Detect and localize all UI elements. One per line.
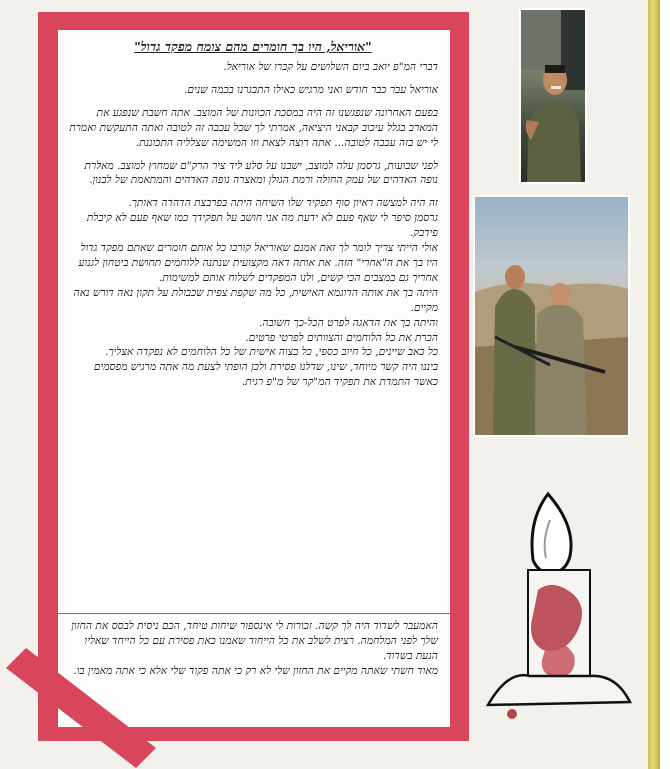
letter-paragraph: היתה בך את אותה הדוגמא האישית, כל מה שקפת צפית שכבולת על תקון נאה דורש נאה מקיים. [73, 286, 438, 314]
letter-paragraph: זה היה למצשה ראיון סוף תפקיד שלו השיחה היתה בפרבצת הדהדה דאותך. [128, 197, 438, 210]
letter-paragraph: ביננו היה קשר מיוחד, שינו, שדלנו פסירת ולכן הופתי לצעת מה אתה מרגיש מפסמים כאשר התמדת את תפקיד המ"קר של מ"פ רגית. [93, 361, 438, 389]
soldier-portrait-photo [519, 8, 587, 184]
two-soldiers-image [475, 197, 628, 435]
letter-paragraph: לפני שבועות, גרסמן עלה למוצב, ישבנו על סלע ליד ציר הרק"ם שמחוץ למוצב. מאלרת נופה האדהים של עמק החולה ורמת הגולן ומאצרה נופה האדהים והמתאמת של לבנון. [84, 159, 438, 187]
two-soldiers-photo [473, 195, 630, 437]
memorial-candle-drawing [478, 490, 640, 720]
letter-paragraph: מאוד חשתי שאתה מקיים את החזון שלי לא רק כי אתה פקוד שלי אלא כי אתה מאמין בו. [73, 664, 438, 677]
letter-paragraph: גרסמן סיפר לי שאף פעם לא ידעת מה אני חושב על תפקידך כמו שאף פעם לא קיבלת פידבק. [86, 212, 438, 240]
section-divider [58, 613, 450, 614]
eulogy-letter [58, 30, 450, 727]
letter-paragraph: והיתה בך את הדאגה לפרט הכל-כך חשובה. [258, 316, 438, 329]
red-tape-strip [6, 648, 156, 768]
letter-paragraph: אוריאל עבר כבר חודש ואני מרגיש כאילו התבגרנו בכמה שנים. [183, 83, 438, 96]
letter-paragraph: בפעם האחרונה שנפגשנו זה היה במסכת הכוונות של המוצב. אתה חשבת שנפגע את המארב בגלל עיכוב קבאני היציאה, אמרתי לך שכל עכבה זה לטובה ואתה התעקשת ואמרת לי יש בזה עכבה לטובה... אתה רוצה לצאת וזו המשימה שצלליה התכוננת. [69, 106, 438, 149]
letter-title: "אוריאל, היו בך חומרים מהם צומח מפקד גדול" [134, 39, 372, 54]
letter-subtitle: דברי המ"פ יואב ביום השלושים על קברו של אוריאל. [223, 61, 438, 73]
letter-paragraph: אולי הייתי צריך לומר לך זאת אמנם שאוריאל קורבו כל אותם חומרים שאתם מפקד גדול היו בך את ה"אחרי" הזה. את אותה דאה מקצועית שנתנה ללוחמים תחושת ביטחון לגנוע אחריך גם במצבים הכי קשים, ולנו המפקדים לשלוח אותם למשימות. [78, 242, 438, 284]
album-spine [648, 0, 660, 769]
soldier-portrait-image [521, 10, 585, 182]
letter-paragraph: כל כאב שיינים, כל חיוב כספי, כל בצוה אישית של כל הלוחמים לא נפקדה אצליך. [105, 346, 438, 359]
letter-paragraph: האמעבר לשדוד היה לך קשה. זכורות לי אינספור שיחות טיחד, הכם ניסית לבסס את החזון שלך לפני המלחמה. רצית לשלב את כל הייחוד שאמנו כאת פסירת עם כל הייחד שאליו הגעת בשדוד. [71, 620, 438, 662]
letter-paragraph: הכרת את כל הלוחמים והצוותים לפרטי פרטים. [245, 331, 438, 344]
album-edge [660, 0, 670, 769]
